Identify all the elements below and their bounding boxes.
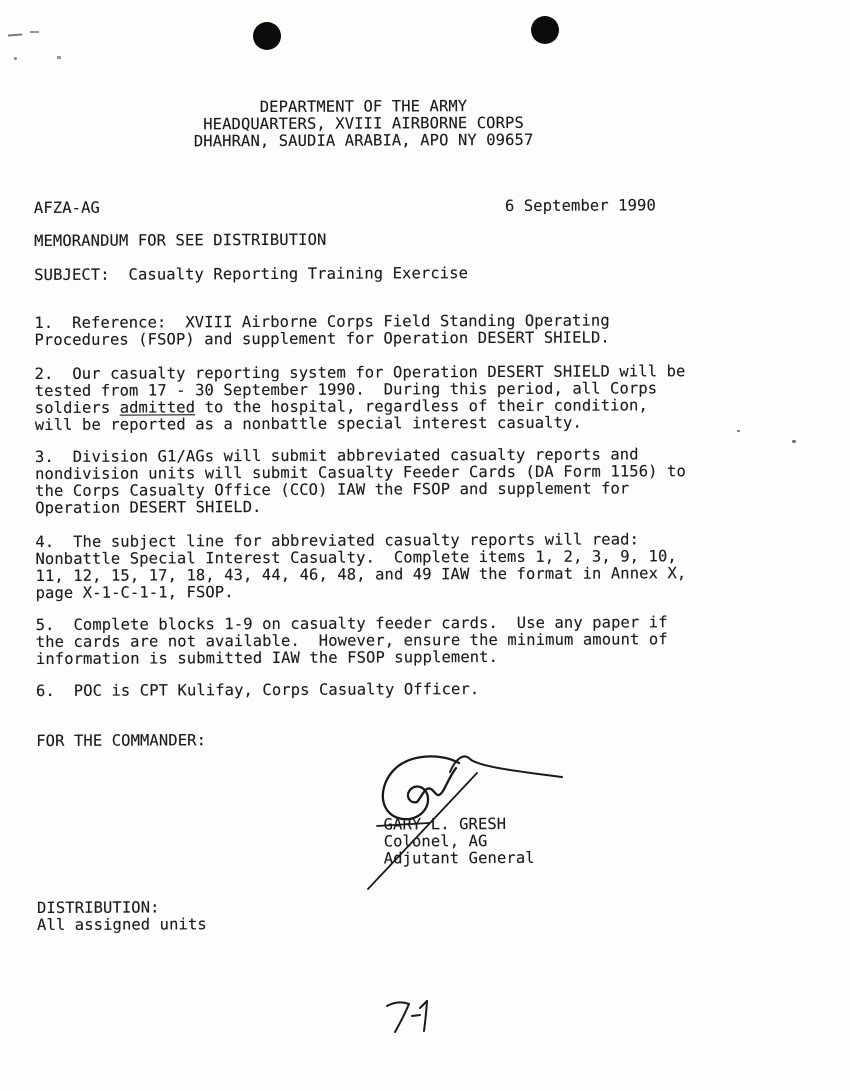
scan-artifact-mark	[8, 34, 22, 37]
paragraph-2-text-after: to the hospital, regardless of their condition, will be reported as a nonbattle special interest casualty.	[34, 396, 648, 434]
paragraph-1: 1. Reference: XVIII Airborne Corps Field Standing Operating Procedures (FSOP) and supplement for Operation DESERT SHIELD.	[34, 311, 610, 349]
memorandum-for-line: MEMORANDUM FOR SEE DISTRIBUTION	[34, 230, 327, 250]
subject-line: SUBJECT: Casualty Reporting Training Exercise	[34, 264, 469, 284]
signature-block	[384, 815, 737, 868]
letterhead-line-3: DHAHRAN, SAUDIA ARABIA, APO NY 09657	[193, 130, 534, 151]
memorandum-document	[33, 0, 737, 934]
office-symbol-row	[34, 197, 656, 217]
paragraph-2	[35, 363, 735, 434]
closing-line: FOR THE COMMANDER:	[36, 731, 207, 750]
paragraph-6: 6. POC is CPT Kulifay, Corps Casualty Officer.	[35, 680, 480, 700]
memo-date: 6 September 1990	[504, 196, 656, 215]
paragraph-5: 5. Complete blocks 1-9 on casualty feeder cards. Use any paper if the cards are not available. However, ensure the minimum amount of information is submitted IAW the FSOP supplement.	[35, 613, 668, 668]
paragraph-4: 4. The subject line for abbreviated casualty reports will read: Nonbattle Special Interest Casualty. Complete items 1, 2, 3, 9, 10, 11, 12, 15, 17, 18, 43, 44, 46, 48, and 49 IAW the format in Annex X, page X-1-C-1-1, FSOP.	[35, 530, 687, 602]
scan-artifact-mark	[792, 440, 796, 443]
paragraph-2-underlined-word: admitted	[119, 398, 196, 417]
distribution-section	[37, 897, 737, 934]
scan-artifact-mark	[14, 57, 17, 60]
distribution-items: All assigned units	[36, 915, 207, 934]
letterhead-line-2: HEADQUARTERS, XVIII AIRBORNE CORPS	[203, 113, 524, 134]
scan-artifact-mark	[737, 430, 740, 432]
office-symbol: AFZA-AG	[33, 198, 100, 217]
signer-title: Adjutant General	[383, 848, 535, 868]
letterhead	[33, 97, 693, 151]
signer-rank: Colonel, AG	[383, 832, 488, 851]
signer-name: GARY L. GRESH	[383, 814, 507, 834]
page-number-handwritten	[387, 1001, 427, 1032]
paragraph-3: 3. Division G1/AGs will submit abbreviated casualty reports and nondivision units will submit Casualty Feeder Cards (DA Form 1156) to the Corps Casualty Office (CCO) IAW the FSOP and supplement for Operation DESERT SHIELD.	[34, 445, 686, 517]
paragraph-2-text-before: 2. Our casualty reporting system for Operation DESERT SHIELD will be tested from 17 - 30 September 1990. During this period, all Corps soldiers	[34, 362, 686, 417]
letterhead-line-1: DEPARTMENT OF THE ARMY	[259, 97, 468, 117]
distribution-label: DISTRIBUTION:	[36, 898, 160, 917]
